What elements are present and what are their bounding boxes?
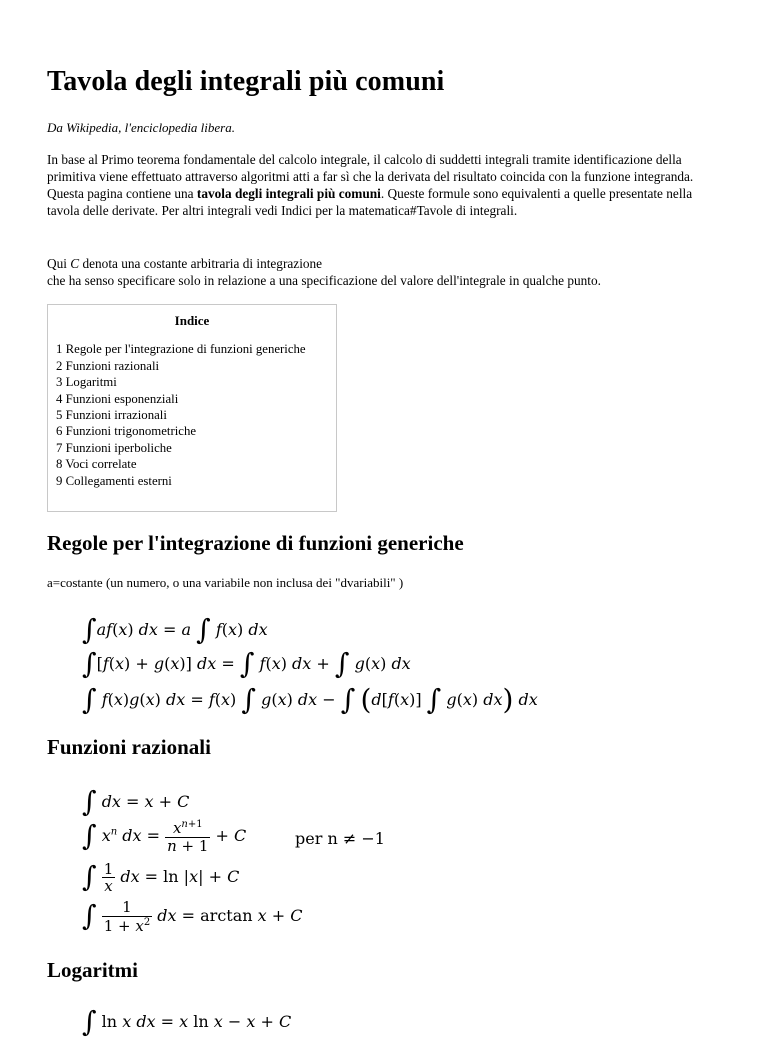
formula-integral-dx: ∫ dx = x + C [82, 785, 190, 818]
intro-text-2: . Queste formule sono equivalenti a quelle presentate nella tavola delle derivate. Per altri integrali vedi Indici per la matematica#Tavole di integrali. [47, 186, 693, 218]
power-rule-condition: per n ≠ −1 [295, 829, 385, 848]
constant-text-a: Qui [47, 256, 71, 271]
constant-note: a=costante (un numero, o una variabile non inclusa dei "dvariabili" ) [47, 575, 404, 590]
heading-razionali: Funzioni razionali [47, 735, 211, 759]
formula-integration-by-parts: ∫ f(x)g(x) dx = f(x) ∫ g(x) dx − ∫ (d[f(x)] ∫ g(x) dx) dx [82, 683, 538, 716]
constant-symbol: C [70, 256, 80, 271]
formula-power-rule: ∫ $x^n$ dx = $\frac{x^{n+1}}{n + 1}$ + C [82, 819, 247, 855]
toc-item-irrazionali[interactable]: 5 Funzioni irrazionali [56, 408, 167, 423]
intro-bold: tavola degli integrali più comuni [196, 186, 381, 201]
formula-linearity-sum: ∫[f(x) + g(x)] dx = ∫ f(x) dx + ∫ g(x) dx [82, 647, 411, 680]
toc-title: Indice [174, 313, 210, 328]
table-of-contents [47, 304, 337, 512]
toc-item-esponenziali[interactable]: 4 Funzioni esponenziali [56, 391, 179, 406]
formula-arctan: ∫ $\frac{1}{1 + x^2}$ dx = arctan x + C [82, 898, 303, 935]
toc-item-trigonometriche[interactable]: 6 Funzioni trigonometriche [56, 424, 197, 439]
page-subtitle: Da Wikipedia, l'enciclopedia libera. [47, 120, 235, 135]
formula-reciprocal: ∫ $\frac{1}{x}$ dx = ln |x| + C [82, 859, 240, 895]
toc-item-iperboliche[interactable]: 7 Funzioni iperboliche [56, 440, 172, 455]
toc-item-razionali[interactable]: 2 Funzioni razionali [56, 358, 160, 373]
constant-text-2: che ha senso specificare solo in relazione a una specificazione del valore dell'integrale in qualche punto. [47, 273, 601, 288]
heading-regole: Regole per l'integrazione di funzioni generiche [47, 531, 464, 555]
toc-item-regole[interactable]: 1 Regole per l'integrazione di funzioni generiche [56, 342, 306, 357]
heading-logaritmi: Logaritmi [47, 958, 138, 982]
intro-paragraph [47, 151, 727, 219]
formula-ln-integral: ∫ ln x dx = x ln x − x + C [82, 1005, 292, 1038]
constant-text-b: denota una costante arbitraria di integrazione [79, 256, 323, 271]
toc-item-voci-correlate[interactable]: 8 Voci correlate [56, 457, 137, 472]
toc-item-logaritmi[interactable]: 3 Logaritmi [56, 375, 117, 390]
page-title: Tavola degli integrali più comuni [47, 66, 445, 97]
constant-paragraph [47, 255, 737, 289]
intro-text-1: In base al Primo teorema fondamentale del calcolo integrale, il calcolo di suddetti integrali tramite identificazione della primitiva viene effettuato attraverso algoritmi atti a far sì che la derivata del risultato coincida con la funzione integranda. Questa pagina contiene una [47, 152, 694, 201]
formula-linearity-constant: ∫af(x) dx = a ∫ f(x) dx [82, 613, 268, 646]
toc-item-collegamenti[interactable]: 9 Collegamenti esterni [56, 473, 172, 488]
